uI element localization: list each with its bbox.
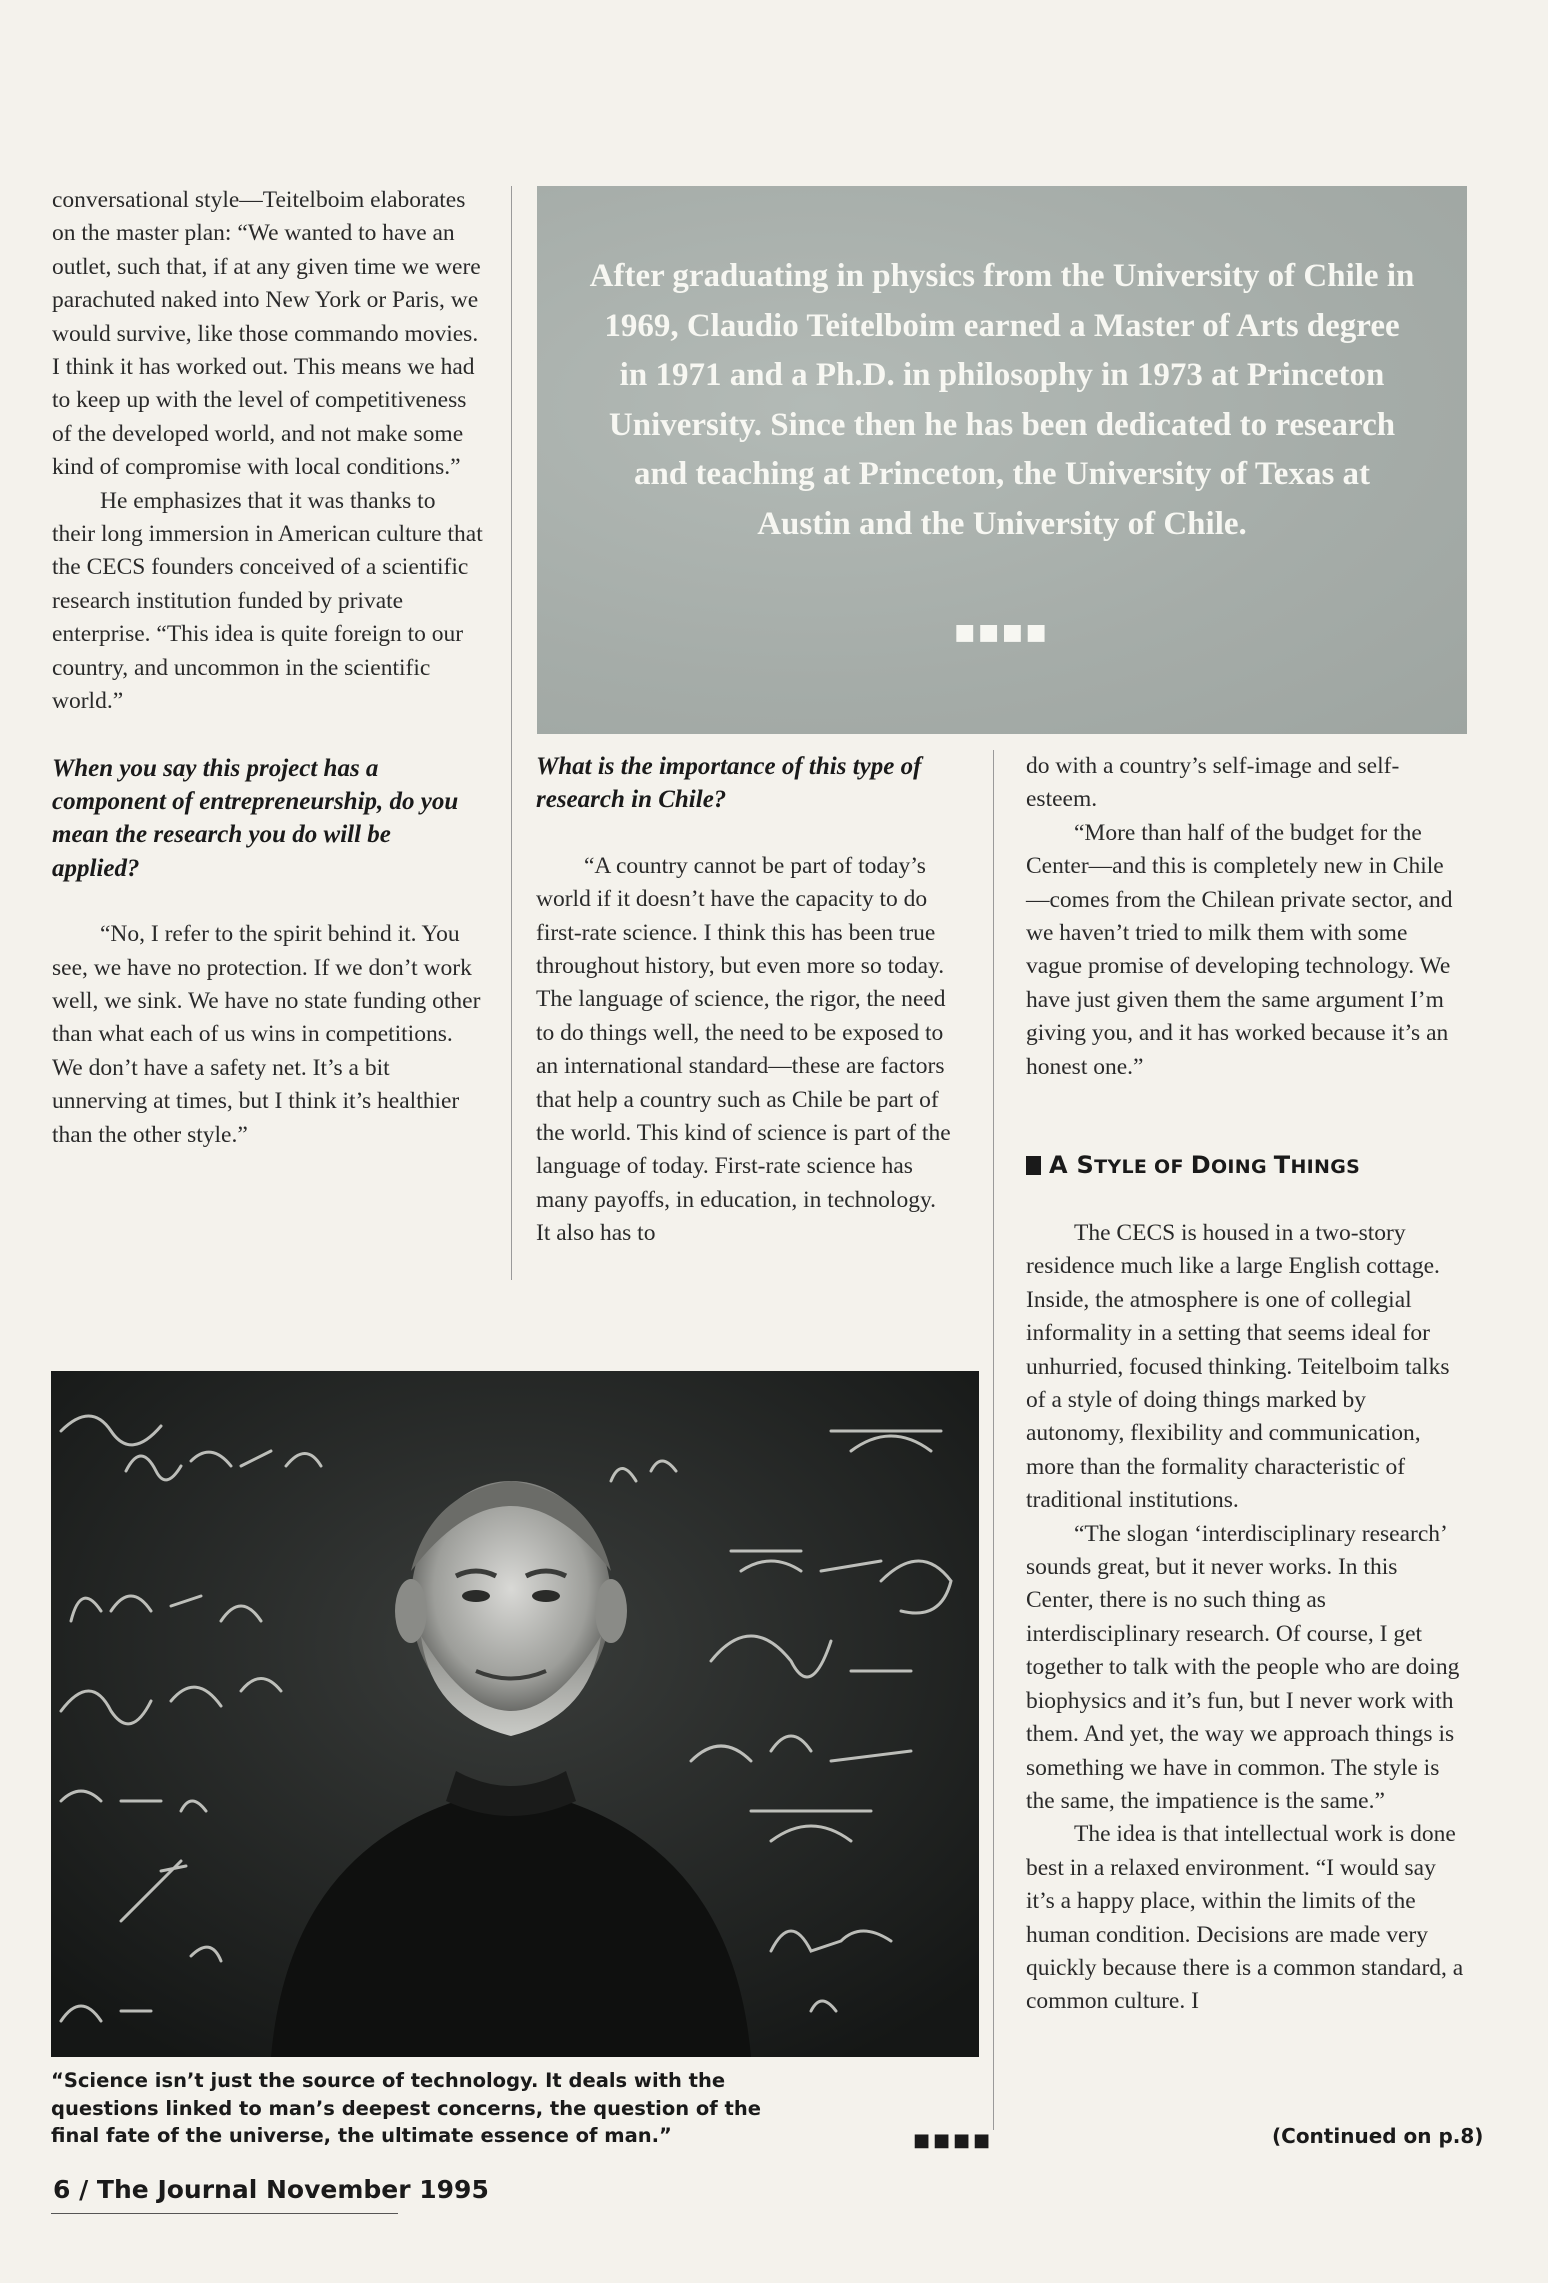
interview-question: What is the importance of this type of research in Chile? <box>536 753 922 814</box>
column-2 <box>536 750 952 1251</box>
column-3 <box>1026 750 1466 1084</box>
chalkboard-portrait-illustration <box>51 1371 979 2057</box>
paragraph: He emphasizes that it was thanks to their long immersion in American culture that the CECS founders conceived of a scientific research institution funded by private enterprise. “This idea is quite foreign to our country, and uncommon in the scientific world.” <box>52 487 483 715</box>
paragraph: The CECS is housed in a two-story residence much like a large English cottage. Inside, the atmosphere is one of collegial informality in a setting that seems ideal for unhurried, focused thinking. Teitelboim talks of a style of doing things marked by autonomy, flexibility and communication, more than the formality characteristic of traditional institutions. <box>1026 1220 1450 1514</box>
section-heading: A STYLE OF DOING THINGS <box>1026 1151 1360 1179</box>
continued-note: (Continued on p.8) <box>1272 2124 1484 2148</box>
column-rule <box>511 186 512 1280</box>
paragraph: conversational style—Teitelboim elaborates on the master plan: “We wanted to have an outlet, such that, if at any given time we were parachuted naked into New York or Paris, we would survive, like those commando movies. I think it has worked out. This means we had to keep up with the level of competitiveness of the developed world, and not make some kind of compromise with local conditions.” <box>52 187 481 481</box>
paragraph: “No, I refer to the spirit behind it. You see, we have no protection. If we don’t work well, we sink. We have no state funding other than what each of us wins in competitions. We don’t have a safety net. It’s a bit unnerving at times, but I think it’s healthier than the other style.” <box>52 921 481 1148</box>
column-3-continued <box>1026 1217 1466 2019</box>
portrait-photo <box>51 1371 979 2057</box>
interview-question: When you say this project has a component of entrepreneurship, do you mean the research you do will be applied? <box>52 754 459 882</box>
paragraph: The idea is that intellectual work is done best in a relaxed environment. “I would say it’s a happy place, within the limits of the human condition. Decisions are made very quickly because there is a common standard, a common culture. I <box>1026 1821 1464 2015</box>
column-1 <box>52 184 484 1152</box>
square-bullet-icon <box>1026 1156 1041 1175</box>
photo-caption: “Science isn’t just the source of technology. It deals with the questions linked to man’s deepest concerns, the question of the final fate of the universe, the ultimate essence of man.” <box>51 2069 761 2147</box>
paragraph: “More than half of the budget for the Center—and this is completely new in Chile—comes from the Chilean private sector, and we haven’t tried to milk them with some vague promise of developing technology. We have just given them the same argument I’m giving you, and it has worked because it’s an honest one.” <box>1026 819 1453 1080</box>
paragraph: “The slogan ‘interdisciplinary research’ sounds great, but it never works. In this Center, there is no such thing as interdisciplinary research. Of course, I get together to talk with the people who are doing biophysics and it’s fun, but I never work with them. And yet, the way we approach things is something we have in common. The style is the same, the impatience is the same.” <box>1026 1520 1460 1814</box>
paragraph: do with a country’s self-image and self-esteem. <box>1026 753 1400 813</box>
pull-quote-box <box>537 186 1467 734</box>
end-marks: ■■■■ <box>954 620 1050 645</box>
page-footer: 6 / The Journal November 1995 <box>53 2175 489 2204</box>
paragraph: “A country cannot be part of today’s world if it doesn’t have the capacity to do first-rate science. I think this has been true throughout history, but even more so today. The language of science, the rigor, the need to do things well, the need to be exposed to an international standard—these are factors that help a country such as Chile be part of the world. This kind of science is part of the language of today. First-rate science has many payoffs, in education, in technology. It also has to <box>536 852 951 1247</box>
caption-end-marks: ■■■■ <box>913 2130 994 2151</box>
footer-rule <box>51 2213 398 2214</box>
pull-quote-text: After graduating in physics from the University of Chile in 1969, Claudio Teitelboim earned a Master of Arts degree in 1971 and a Ph.D. in philosophy in 1973 at Princeton University. Since then he has been dedicated to research and teaching at Princeton, the University of Texas at Austin and the University of Chile. <box>589 258 1415 542</box>
column-rule <box>993 750 994 2130</box>
